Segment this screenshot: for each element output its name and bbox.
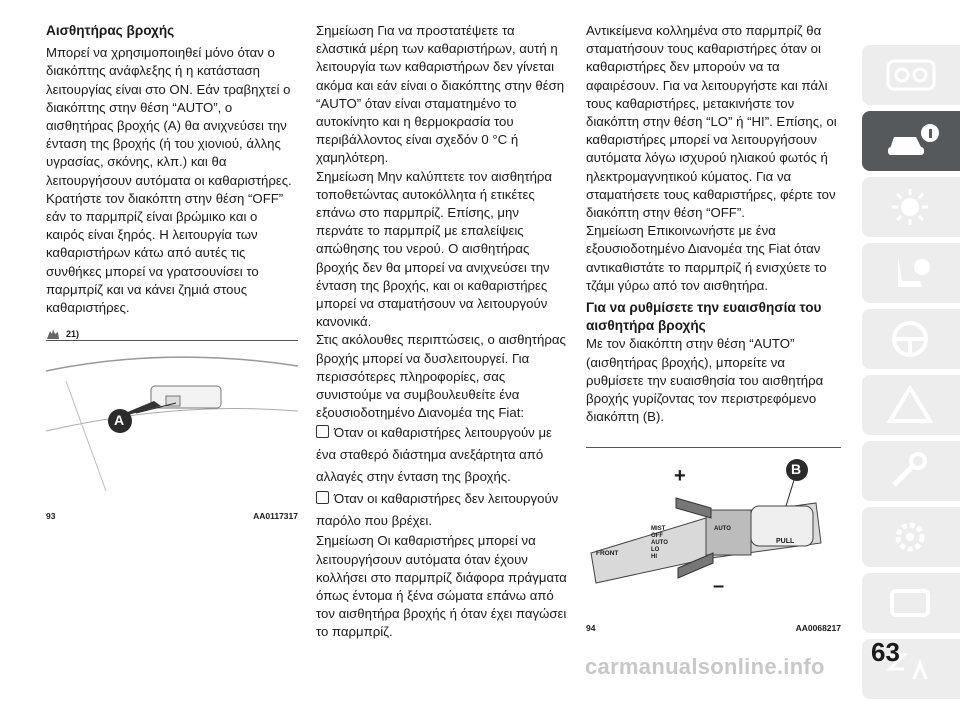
sidebar-tab-dashboard[interactable]	[862, 45, 960, 105]
note-contact-dealer: Σημείωση Επικοινωνήστε με ένα εξουσιοδοτημένο Διανομέα της Fiat όταν αντικαθιστάτε το παρμπρίζ ή ενισχύετε το τζάμι γύρω από τον αισθητήρα.	[586, 223, 827, 293]
bullet-constant-interval	[316, 422, 568, 488]
warning-ref-number: 21)	[66, 329, 80, 340]
dashboard-car-icon	[884, 55, 938, 95]
lights-sun-icon	[884, 187, 938, 227]
note-do-not-cover: Σημείωση Μην καλύπτετε τον αισθητήρα τοποθετώντας αυτοκόλλητα ή ετικέτες επάνω στο παρμπρίζ. Επίσης, μην περνάτε το παρμπρίζ με επαλείψεις απώθησης του νερού. Ο αισθητήρας βροχής δεν θα μπορεί να ανιχνεύσει την ένταση της βροχής, και οι καθαριστήρες μπορεί να σταματήσουν να λειτουργούν κανονικά.	[316, 168, 553, 330]
sidebar-tab-multimedia[interactable]	[862, 573, 960, 633]
wrench-car-icon	[884, 451, 938, 491]
figure-2-number: 94	[586, 623, 596, 633]
sidebar-tab-safety[interactable]	[862, 243, 960, 303]
rain-sensor-paragraph: Μπορεί να χρησιμοποιηθεί μόνο όταν ο διακόπτης ανάφλεξης ή η κατάσταση λειτουργίας είναι στο ON. Εάν τραβηχτεί ο διακόπτης στην θέση “AUTO”, ο αισθητήρας βροχής (A) θα ανιχνεύσει την ένταση της βροχής (ή του χιονιού, άλλης υγρασίας, σκόνης, κλπ.) και θα λειτουργήσουν αυτόματα οι καθαριστήρες. Κρατήστε τον διακόπτη στην θέση “OFF” εάν το παρμπρίζ είναι βρώμικο και ο καιρός είναι ξηρός. Η λειτουργία των καθαριστήρων κάτω από αυτές τις συνθήκες μπορεί να γρατσουνίσει το παρμπρίζ και να κάνει ζημιά στους καθαριστήρες.	[46, 45, 292, 316]
label-front: FRONT	[596, 550, 619, 557]
bullet-text: Όταν οι καθαριστήρες δεν λειτουργούν παρόλο που βρέχει.	[316, 491, 559, 529]
figure-2-code: AA0068217	[795, 623, 841, 633]
sensitivity-paragraph: Με τον διακόπτη στην θέση “AUTO” (αισθητήρας βροχής), μπορείτε να ρυθμίσετε την ευαισθησία του αισθητήρα βροχής γυρίζοντας τον περιστρεφόμενο διακόπτη (B).	[586, 336, 824, 425]
multimedia-car-icon	[884, 583, 938, 623]
section-title-rain-sensor: Αισθητήρας βροχής	[46, 23, 175, 38]
plus-sign: +	[674, 465, 686, 487]
page-number: 63	[871, 637, 900, 667]
minus-sign: –	[713, 575, 725, 597]
callout-a-label: A	[114, 412, 125, 428]
sidebar-tab-technical[interactable]	[862, 507, 960, 567]
malfunction-cases-intro: Στις ακόλουθες περιπτώσεις, ο αισθητήρας βροχής μπορεί να δυσλειτουργεί. Για περισσότερες πληροφορίες, σας συνιστούμε να συμβουλευθείτε ένα εξουσιοδοτημένο Διανομέα της Fiat:	[316, 332, 566, 421]
seat-airbag-icon	[884, 253, 938, 293]
steering-wheel-icon	[884, 319, 938, 359]
warning-car-icon	[884, 385, 938, 425]
note-foreign-objects: Σημείωση Οι καθαριστήρες μπορεί να λειτουργήσουν αυτόματα όταν έχουν κολλήσει στο παρμπρίζ διάφορα πράγματα όπως έντομα ή ξένα σώματα επάνω από τον αισθητήρα βροχής ή όταν έχει παγώσει το παρμπρίζ.	[316, 533, 567, 640]
figure-1-code: AA0117317	[253, 511, 298, 521]
column-2	[316, 22, 568, 642]
figure-1-number: 93	[46, 511, 56, 521]
position-mist: MIST	[651, 526, 666, 532]
windshield-illustration	[46, 341, 298, 501]
sidebar-tab-lights[interactable]	[862, 177, 960, 237]
position-lo: LO	[651, 547, 660, 553]
warning-hand-icon	[46, 328, 60, 340]
figure-wiper-stalk	[586, 447, 841, 633]
sidebar-tab-driving[interactable]	[862, 309, 960, 369]
bullet-box-icon	[316, 491, 329, 504]
note-rubber-protection: Σημείωση Για να προστατέψετε τα ελαστικά μέρη των καθαριστήρων, αυτή η λειτουργία των καθαριστήρων δεν γίνεται ακόμα και εάν είναι ο διακόπτης στην θέση “AUTO” όταν είναι σταματημένο το αυτοκίνητο και η θερμοκρασία του περιβάλλοντος είναι σχεδόν 0 °C ή χαμηλότερη.	[316, 23, 565, 166]
switch-positions	[651, 526, 668, 561]
position-auto: AUTO	[651, 540, 668, 546]
position-off: OFF	[651, 533, 663, 539]
bullet-text: Όταν οι καθαριστήρες λειτουργούν με ένα σταθερό διάστημα ανεξάρτητα από αλλαγές στην ένταση της βροχής.	[316, 425, 552, 485]
callout-b-label: B	[791, 461, 802, 477]
watermark-text: carmanualsonline.info	[585, 654, 825, 679]
column-1	[46, 22, 296, 343]
column-3	[586, 22, 841, 426]
label-pull: PULL	[776, 538, 795, 545]
figure-1-caption	[46, 511, 298, 521]
bullet-box-icon	[316, 425, 329, 438]
label-auto-ring: AUTO	[714, 526, 731, 532]
sidebar-tab-maintenance[interactable]	[862, 441, 960, 501]
position-hi: HI	[651, 554, 657, 560]
objects-stuck-paragraph: Αντικείμενα κολλημένα στο παρμπρίζ θα σταματήσουν τους καθαριστήρες όταν οι καθαριστήρες δεν μπορούν να τα αφαιρέσουν. Για να λειτουργήστε και πάλι τους καθαριστήρες, μετακινήστε τον διακόπτη στην θέση “LO” ή “HI”. Επίσης, οι καθαριστήρες μπορεί να λειτουργήσουν αυτόματα λόγω ισχυρού ηλιακού φωτός ή ηλεκτρομαγνητικού κύματος. Για να σταματήσετε τους καθαριστήρες, φέρτε τον διακόπτη στην θέση “OFF”.	[586, 23, 837, 221]
sidebar-tab-emergency[interactable]	[862, 375, 960, 435]
figure-windshield-sensor	[46, 340, 298, 521]
bullet-not-operating	[316, 488, 568, 532]
gear-car-icon	[884, 517, 938, 557]
sensitivity-subtitle: Για να ρυθμίσετε την ευαισθησία του αισθητήρα βροχής	[586, 300, 822, 334]
chapter-sidebar	[855, 45, 960, 705]
car-info-icon	[884, 121, 940, 161]
figure-2-caption	[586, 623, 841, 633]
sidebar-tab-car-info[interactable]	[862, 111, 960, 171]
